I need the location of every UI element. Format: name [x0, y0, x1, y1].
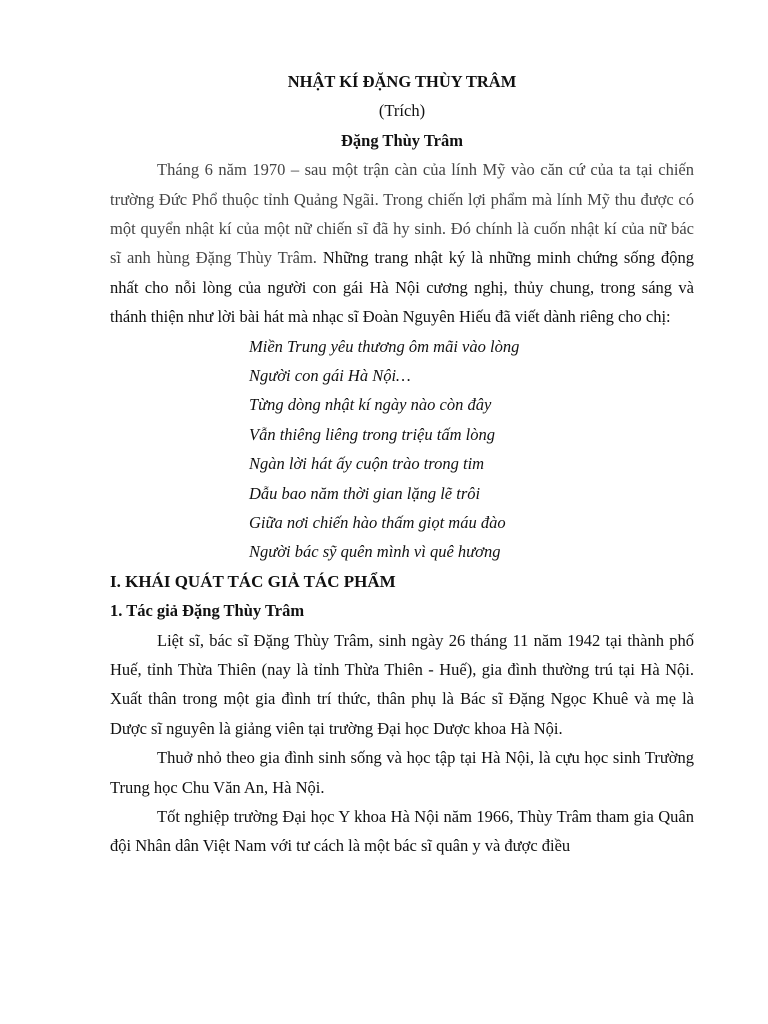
body-paragraph: Liệt sĩ, bác sĩ Đặng Thùy Trâm, sinh ngày 26 tháng 11 năm 1942 tại thành phố Huế, tỉnh Thừa Thiên (nay là tỉnh Thừa Thiên - Huế), gia đình thường trú tại Hà Nội. Xuất thân trong một gia đình trí thức, thân phụ là Bác sĩ Đặng Ngọc Khuê và mẹ là Dược sĩ nguyên là giảng viên tại trường Đại học Dược khoa Hà Nội.: [110, 630, 694, 738]
body-paragraph: Thuở nhỏ theo gia đình sinh sống và học tập tại Hà Nội, là cựu học sinh Trường Trung học Chu Văn An, Hà Nội.: [110, 748, 694, 797]
document-body: [110, 67, 694, 861]
poem-line: Vẫn thiêng liêng trong triệu tấm lòng: [249, 424, 495, 444]
intro-text-part1: Tháng 6 năm 1970 – sau một trận càn của lính Mỹ vào căn cứ của ta tại chiến trường Đức Phổ thuộc tỉnh Quảng Ngãi. Trong chiến lợi phẩm mà lính Mỹ thu được có một quyển nhật kí của một nữ chiến sĩ đã hy sinh. Đó chính là cuốn nhật kí của nữ bác sĩ anh hùng Đặng Thùy Trâm.: [110, 160, 694, 268]
poem-line: Giữa nơi chiến hào thấm giọt máu đào: [249, 512, 506, 532]
poem-block: [110, 332, 694, 567]
document-title: NHẬT KÍ ĐẶNG THÙY TRÂM: [287, 72, 517, 91]
document-subtitle: (Trích): [378, 101, 426, 121]
author-name: Đặng Thùy Trâm: [341, 130, 463, 150]
section-heading: I. KHÁI QUÁT TÁC GIẢ TÁC PHẨM: [110, 571, 396, 591]
intro-paragraph: [110, 155, 694, 331]
poem-line: Ngàn lời hát ấy cuộn trào trong tim: [249, 454, 485, 474]
poem-line: Miền Trung yêu thương ôm mãi vào lòng: [249, 336, 520, 356]
poem-line: Dẫu bao năm thời gian lặng lẽ trôi: [249, 483, 481, 503]
poem-line: Từng dòng nhật kí ngày nào còn đây: [249, 395, 492, 415]
body-paragraph: Tốt nghiệp trường Đại học Y khoa Hà Nội năm 1966, Thùy Trâm tham gia Quân đội Nhân dân Việt Nam với tư cách là một bác sĩ quân y và được điều: [110, 806, 694, 856]
subsection-heading: 1. Tác giả Đặng Thùy Trâm: [110, 601, 305, 621]
intro-text-part2: Những trang nhật ký là những minh chứng sống động nhất cho nỗi lòng của người con gái Hà Nội cương nghị, thủy chung, trong sáng và thánh thiện như lời bài hát mà nhạc sĩ Đoàn Nguyên Hiếu đã viết dành riêng cho chị:: [110, 248, 694, 327]
poem-line: Người bác sỹ quên mình vì quê hương: [249, 542, 501, 562]
poem-line: Người con gái Hà Nội…: [249, 366, 411, 385]
